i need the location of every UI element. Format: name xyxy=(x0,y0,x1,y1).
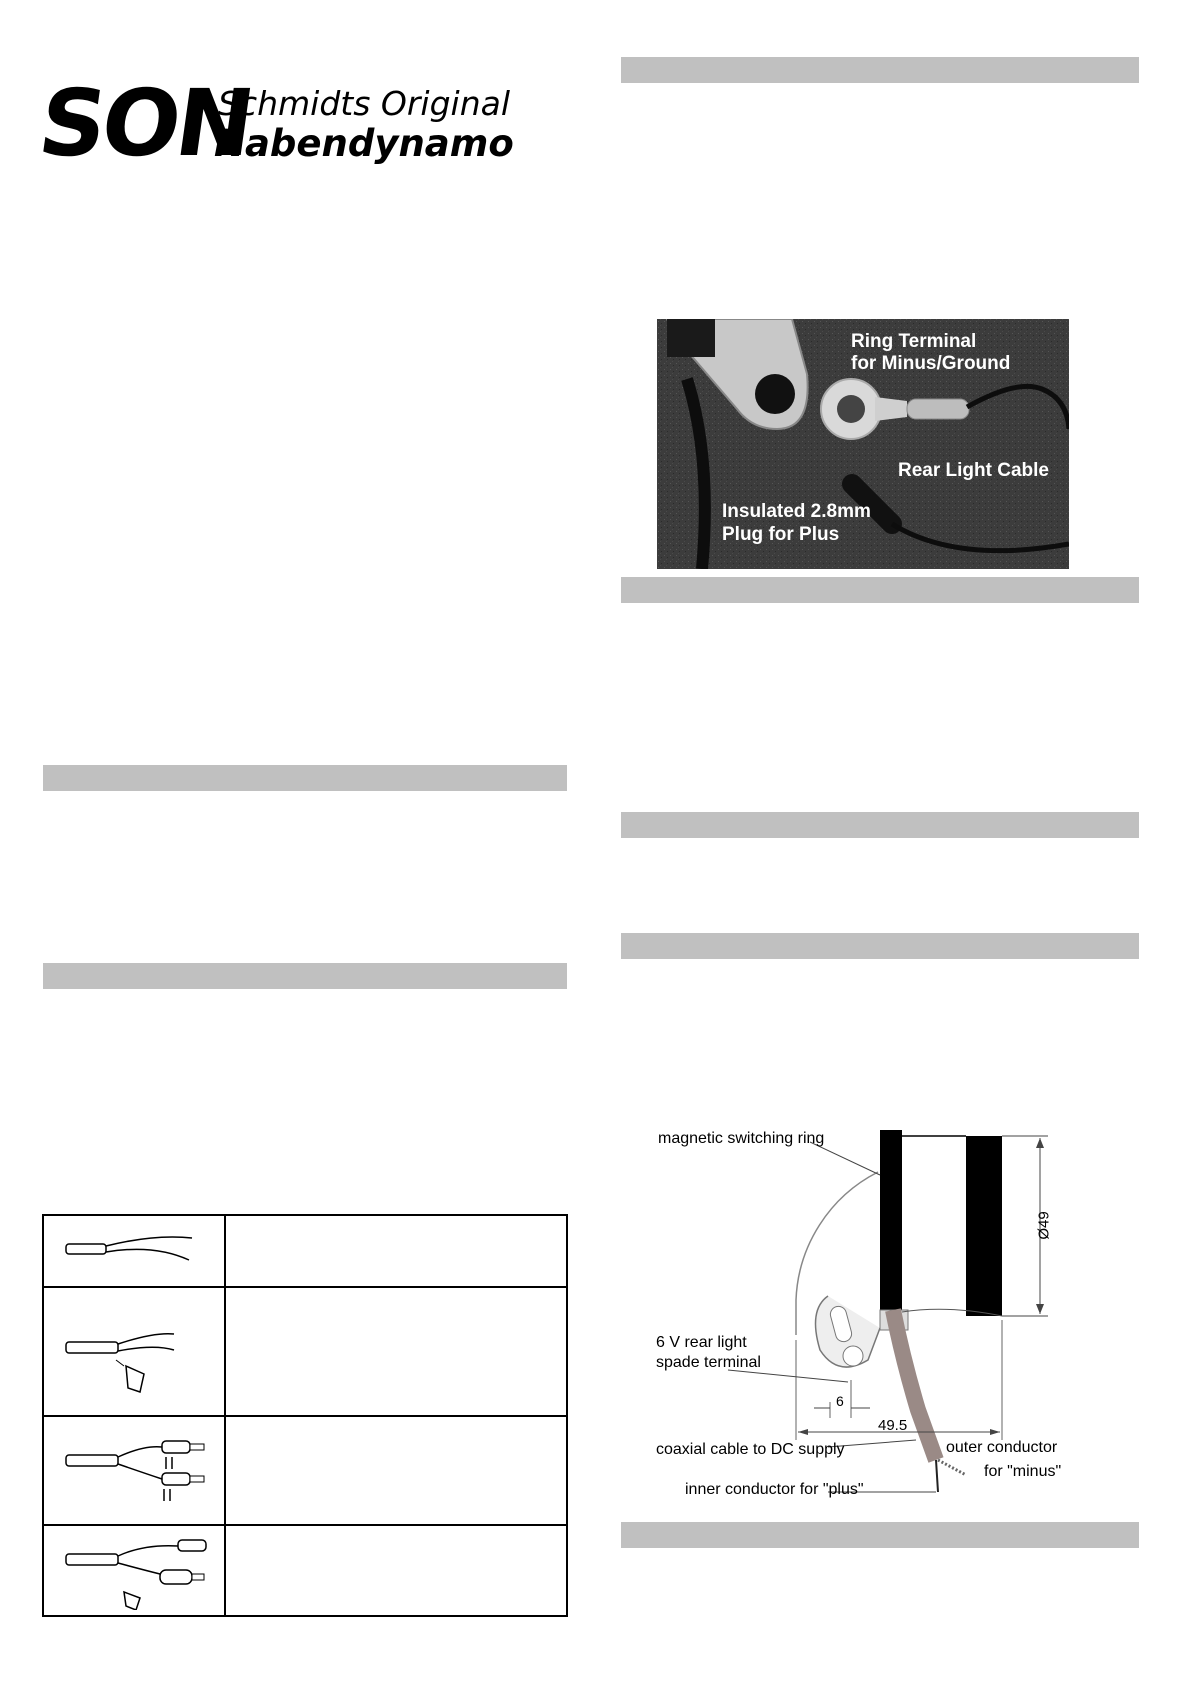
diagram-label-outer-2: for "minus" xyxy=(984,1463,1062,1480)
section-bar-right-4 xyxy=(621,933,1139,959)
diagram-dim-width: 49.5 xyxy=(878,1417,908,1434)
photo-label-plug: Insulated 2.8mm xyxy=(722,501,871,522)
logo-line-2: Nabendynamo xyxy=(214,122,514,165)
section-bar-right-2 xyxy=(621,577,1139,603)
step-text-cell xyxy=(225,1287,567,1416)
plug-insulator-icon xyxy=(44,1288,224,1410)
terminal-photo xyxy=(657,319,1069,569)
insulated-plug-icon xyxy=(44,1526,224,1610)
son-logo-mark: SON xyxy=(32,70,258,177)
table-row xyxy=(43,1215,567,1287)
section-bar-right-1 xyxy=(621,57,1139,83)
step-image-cell xyxy=(43,1525,225,1616)
step-text-cell xyxy=(225,1525,567,1616)
step-image-cell xyxy=(43,1416,225,1525)
step-image-cell xyxy=(43,1215,225,1287)
step-text-cell xyxy=(225,1416,567,1525)
diagram-label-rear-light-2: spade terminal xyxy=(656,1354,761,1371)
photo-label-plug-2: Plug for Plus xyxy=(722,524,840,545)
diagram-label-switching-ring: magnetic switching ring xyxy=(658,1130,825,1147)
section-bar-left-2 xyxy=(43,963,567,989)
diagram-dim-diameter: Ø49 xyxy=(1035,1211,1053,1240)
section-bar-left-1 xyxy=(43,765,567,791)
table-row xyxy=(43,1287,567,1416)
logo-line-1: Schmidts Original xyxy=(218,84,511,123)
diagram-dim-small: 6 xyxy=(836,1393,844,1409)
step-text-cell xyxy=(225,1215,567,1287)
diagram-label-inner: inner conductor for "plus" xyxy=(685,1481,864,1498)
photo-label-ring-terminal-2: for Minus/Ground xyxy=(851,353,1011,374)
stripped-cable-icon xyxy=(44,1216,224,1281)
photo-label-rear-light-cable: Rear Light Cable xyxy=(898,460,1049,481)
crimp-terminals-icon xyxy=(44,1417,224,1519)
step-image-cell xyxy=(43,1287,225,1416)
diagram-label-outer: outer conductor xyxy=(946,1439,1058,1456)
hub-diagram xyxy=(648,1120,1078,1500)
cable-prep-table xyxy=(42,1214,568,1617)
table-row xyxy=(43,1525,567,1616)
diagram-label-coax: coaxial cable to DC supply xyxy=(656,1441,845,1458)
photo-label-ring-terminal: Ring Terminal xyxy=(851,331,977,352)
section-bar-right-5 xyxy=(621,1522,1139,1548)
diagram-label-rear-light: 6 V rear light xyxy=(656,1334,747,1351)
table-row xyxy=(43,1416,567,1525)
section-bar-right-3 xyxy=(621,812,1139,838)
